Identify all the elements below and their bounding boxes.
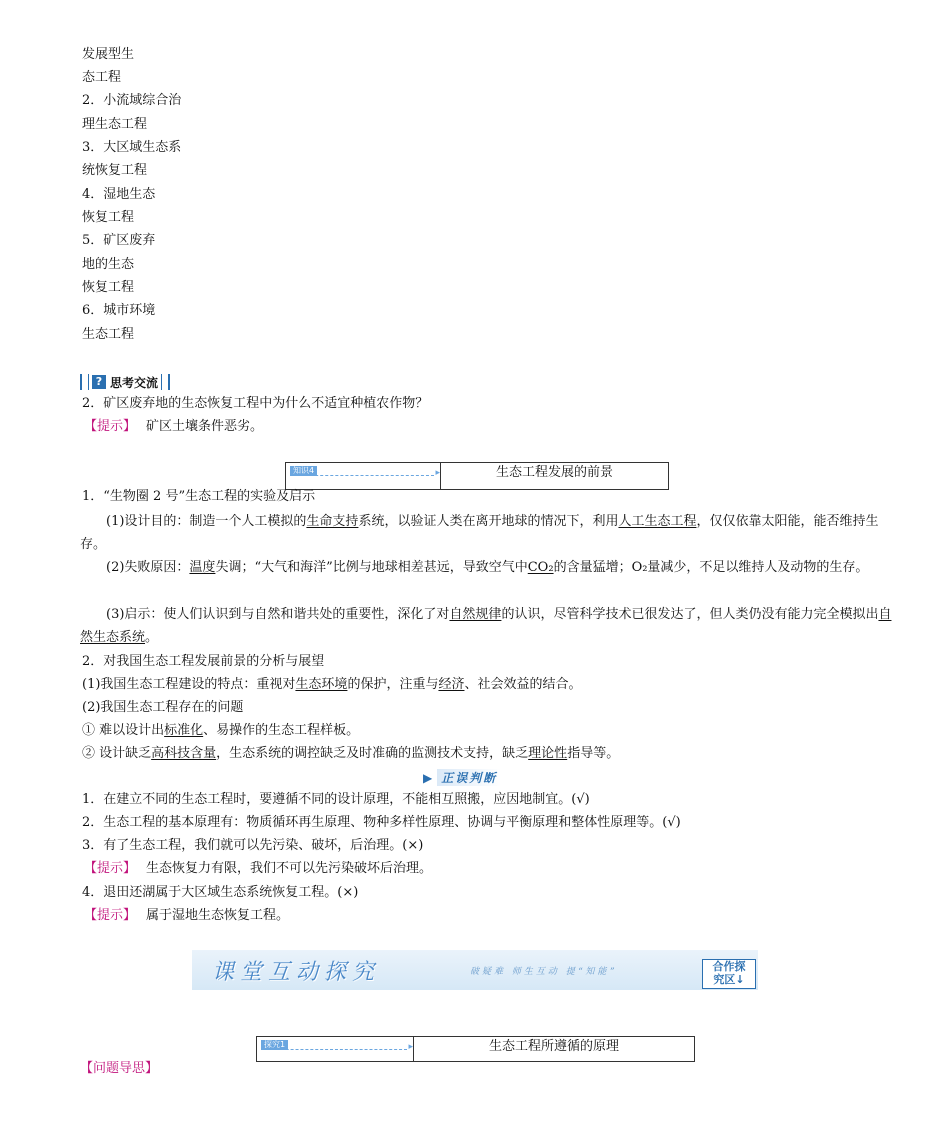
judge-item: 2．生态工程的基本原理有：物质循环再生原理、物种多样性原理、协调与平衡原理和整体性原理等。(√): [82, 815, 681, 830]
paragraph: [80, 603, 900, 649]
underlined-term: 生命支持: [306, 514, 359, 529]
list-line: 生态工程: [82, 327, 135, 342]
underlined-term: 温度: [189, 560, 216, 575]
list-line: 5．矿区废弃: [82, 233, 156, 248]
underlined-term: 生态环境: [295, 677, 348, 692]
judge-item: 3．有了生态工程，我们就可以先污染、破坏，后治理。(×): [82, 838, 424, 853]
text: 。: [145, 630, 159, 645]
list-line: 发展型生: [82, 47, 135, 62]
think-hint: [84, 418, 263, 436]
badge-line: 合作探: [712, 960, 746, 973]
judge-header: [423, 769, 551, 786]
explore-tag-area: [257, 1037, 414, 1061]
text: ① 难以设计出: [82, 723, 165, 738]
section-heading: 2．对我国生态工程发展前景的分析与展望: [82, 654, 325, 669]
list-line: 恢复工程: [82, 280, 135, 295]
judge-hint: [84, 860, 432, 878]
paragraph: [82, 722, 359, 740]
text: 、易操作的生态工程样板。: [203, 723, 360, 738]
list-line: 统恢复工程: [82, 163, 148, 178]
question-icon: ?: [92, 375, 106, 389]
arrow-icon: [290, 475, 434, 476]
arrow-icon: [261, 1049, 407, 1050]
text: ② 设计缺乏: [82, 746, 152, 761]
hint-label: 【提示】: [84, 861, 137, 876]
list-line: 地的生态: [82, 257, 135, 272]
hint-label: 【提示】: [84, 908, 137, 923]
knowledge-tag: 知识4: [290, 466, 317, 476]
think-title: 思考交流: [110, 375, 159, 390]
text: ，生态系统的调控缺乏及时准确的监测技术支持，缺乏: [216, 746, 529, 761]
text: 的认识，尽管科学技术已很发达了，但人类仍没有能力完全模拟出: [501, 607, 879, 622]
judge-hint: [84, 907, 289, 925]
text: (3)启示：使人们认识到与自然和谐共处的重要性，深化了对: [106, 607, 450, 622]
text: 、社会效益的结合。: [464, 677, 582, 692]
judge-item: 4．退田还湖属于大区域生态系统恢复工程。(×): [82, 885, 359, 900]
list-line: 恢复工程: [82, 210, 135, 225]
text: 的保护，注重与: [347, 677, 439, 692]
knowledge-title: 生态工程发展的前景: [495, 465, 613, 480]
bar-decoration: [80, 374, 89, 390]
underlined-term: 理论性: [528, 746, 568, 761]
underlined-term: 自然生态系统: [80, 607, 892, 645]
text: (1)我国生态工程建设的特点：重视对: [82, 677, 296, 692]
classroom-banner: [192, 950, 758, 990]
underlined-term: 经济: [438, 677, 465, 692]
text: 指导等。: [567, 746, 620, 761]
list-line: 3．大区域生态系: [82, 140, 182, 155]
badge-line: 究区↓: [713, 973, 745, 986]
underlined-term: 自然规律: [449, 607, 502, 622]
banner-subtitle: 破疑难 师生互动 提“知能”: [470, 966, 618, 977]
underlined-term: 标准化: [164, 723, 204, 738]
text: 的含量猛增；O₂量减少，不足以维持人及动物的生存。: [553, 560, 869, 575]
paragraph: [80, 556, 900, 579]
hint-text: 属于湿地生态恢复工程。: [146, 908, 290, 923]
banner-title: 课堂互动探究: [212, 959, 381, 985]
judge-item: 1．在建立不同的生态工程时，要遵循不同的设计原理，不能相互照搬，应因地制宜。(√): [82, 792, 590, 807]
explore-box: [256, 1036, 695, 1062]
think-exchange-header: [80, 373, 170, 391]
text: 系统，以验证人类在离开地球的情况下，利用: [358, 514, 619, 529]
text: ，仅仅依靠太阳能，能否维持生存。: [80, 514, 879, 552]
text: 失调；“大气和海洋”比例与地球相差甚远，导致空气中: [215, 560, 528, 575]
think-question: 2．矿区废弃地的生态恢复工程中为什么不适宜种植农作物？: [82, 396, 429, 411]
underlined-term: CO₂: [527, 560, 554, 575]
paragraph: [82, 676, 581, 694]
judge-title: 正误判断: [437, 769, 501, 786]
hint-label: 【提示】: [84, 419, 137, 434]
explore-title: 生态工程所遵循的原理: [488, 1039, 619, 1054]
knowledge-tag-area: [286, 463, 441, 489]
knowledge-box: [285, 462, 669, 490]
underlined-term: 高科技含量: [151, 746, 217, 761]
paragraph: [80, 510, 900, 556]
bar-decoration: [161, 374, 170, 390]
list-line: 4．湿地生态: [82, 187, 156, 202]
list-line: 态工程: [82, 70, 122, 85]
hint-text: 生态恢复力有限，我们不可以先污染破坏后治理。: [146, 861, 433, 876]
hint-text: 矿区土壤条件恶劣。: [146, 419, 264, 434]
section-heading: 1．“生物圈 2 号”生态工程的实验及启示: [82, 489, 316, 504]
list-line: 理生态工程: [82, 117, 148, 132]
underlined-term: 人工生态工程: [618, 514, 697, 529]
text: (2)失败原因：: [106, 560, 190, 575]
list-line: 2．小流域综合治: [82, 93, 182, 108]
question-guide-label: 【问题导思】: [80, 1061, 159, 1076]
paragraph: (2)我国生态工程存在的问题: [82, 700, 244, 715]
play-icon: ▶: [423, 770, 435, 785]
cooperation-badge: [702, 959, 756, 989]
explore-tag: 探究1: [261, 1040, 288, 1050]
text: (1)设计目的：制造一个人工模拟的: [106, 514, 307, 529]
list-line: 6．城市环境: [82, 303, 156, 318]
paragraph: [82, 745, 619, 763]
